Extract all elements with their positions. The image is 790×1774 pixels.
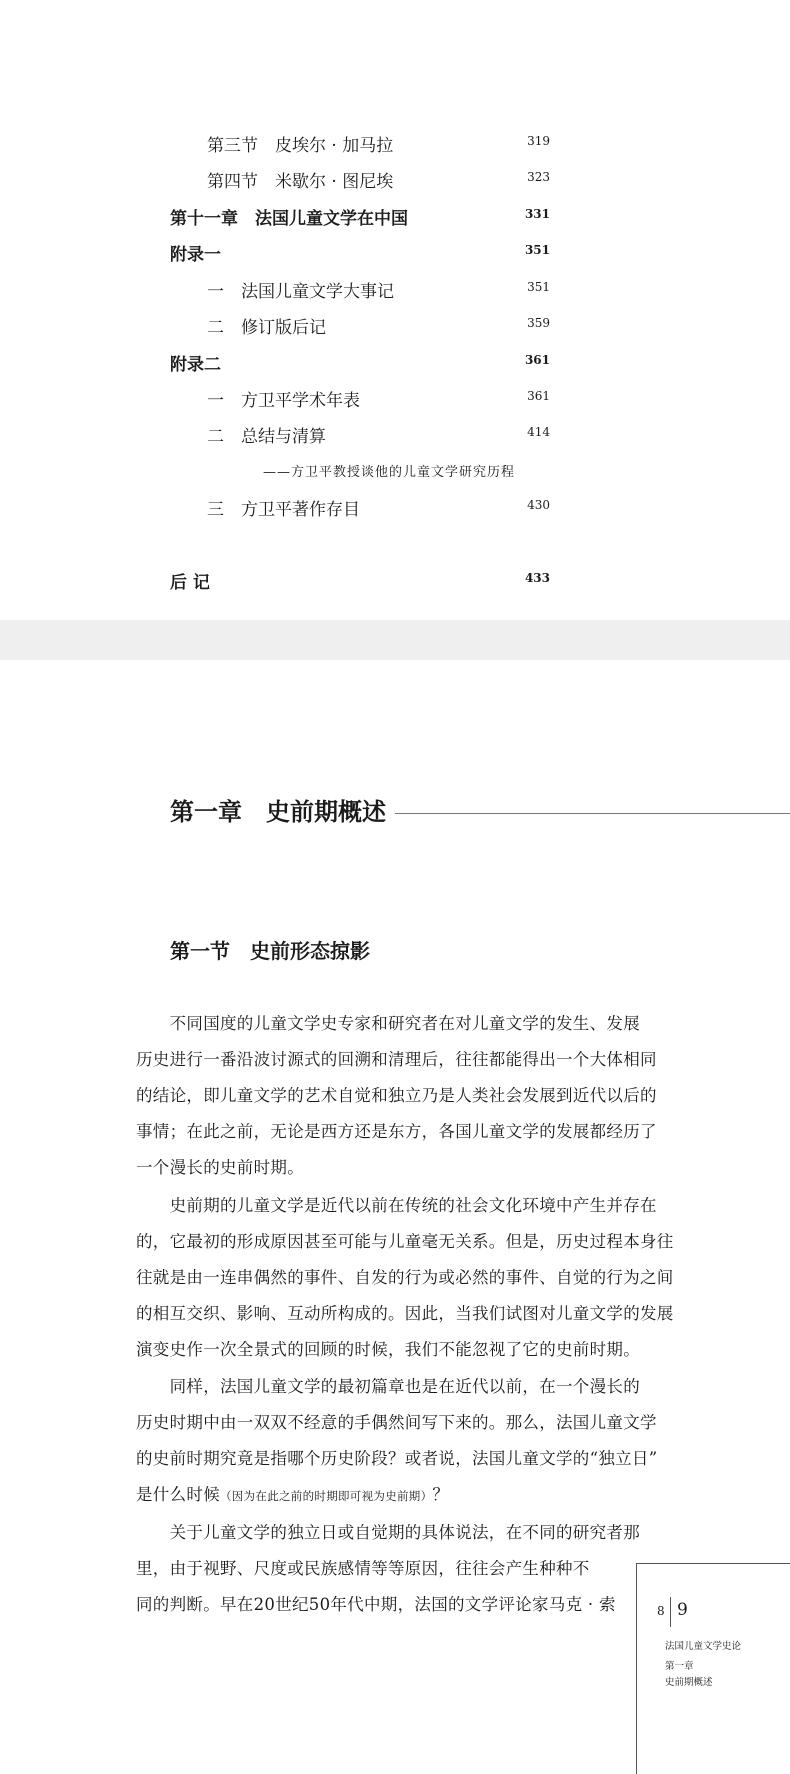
toc-entry-page: 351	[524, 243, 550, 257]
body-line: 史前期的儿童文学是近代以前在传统的社会文化环境中产生并存在	[136, 1196, 657, 1215]
inline-note: （因为在此之前的时期即可视为史前期）	[220, 1489, 433, 1503]
body-line: 同的判断。早在20世纪50年代中期，法国的文学评论家马克 · 索	[136, 1595, 616, 1614]
toc-entry-title: ——方卫平教授谈他的儿童文学研究历程	[263, 465, 516, 480]
toc-entry	[170, 240, 550, 270]
right-page-number: 9	[677, 1600, 688, 1620]
toc-entry-page: 351	[527, 280, 550, 294]
toc-entry-title: 一 法国儿童文学大事记	[207, 282, 394, 302]
body-line: 历史时期中由一双双不经意的手偶然间写下来的。那么，法国儿童文学	[136, 1413, 657, 1432]
body-line: 不同国度的儿童文学史专家和研究者在对儿童文学的发生、发展	[136, 1014, 640, 1033]
toc-entry	[207, 277, 550, 307]
toc-entry	[207, 495, 550, 525]
chapter-page	[0, 660, 790, 1774]
toc-entry-page: 430	[527, 498, 550, 512]
toc-entry	[170, 568, 550, 598]
body-line: 一个漫长的史前时期。	[136, 1158, 304, 1177]
toc-entry-title: 第十一章 法国儿童文学在中国	[170, 209, 408, 229]
toc-entry	[207, 167, 550, 197]
toc-entry-title: 附录二	[170, 355, 221, 375]
page-footer	[636, 1563, 790, 1774]
body-line: 的相互交织、影响、互动所构成的。因此，当我们试图对儿童文学的发展	[136, 1304, 674, 1323]
toc-page	[0, 0, 790, 620]
toc-entry-subtitle	[263, 461, 550, 491]
body-line: 同样，法国儿童文学的最初篇章也是在近代以前，在一个漫长的	[136, 1377, 640, 1396]
toc-entry	[207, 386, 550, 416]
toc-entry-title: 一 方卫平学术年表	[207, 391, 360, 411]
section-title: 第一节 史前形态掠影	[170, 939, 370, 963]
toc-entry-title: 附录一	[170, 245, 221, 265]
body-line: 演变史作一次全景式的回顾的时候，我们不能忽视了它的史前时期。	[136, 1340, 640, 1359]
body-line-text: 是什么时候	[136, 1485, 220, 1504]
toc-entry-page: 323	[527, 170, 550, 184]
running-head-chapter: 第一章	[665, 1661, 694, 1672]
toc-entry-title: 后 记	[170, 573, 210, 593]
toc-entry-page: 319	[527, 134, 550, 148]
toc-entry-page: 361	[524, 353, 550, 367]
toc-entry-title: 第三节 皮埃尔 · 加马拉	[207, 136, 394, 156]
body-line: 历史进行一番沿波讨源式的回溯和清理后，往往都能得出一个大体相同	[136, 1050, 657, 1069]
chapter-title: 第一章 史前期概述	[170, 797, 386, 826]
toc-entry	[207, 131, 550, 161]
toc-entry	[170, 204, 550, 234]
body-line: 往就是由一连串偶然的事件、自发的行为或必然的事件、自觉的行为之间	[136, 1268, 674, 1287]
toc-entry	[207, 422, 550, 452]
toc-entry-page: 433	[524, 571, 550, 585]
left-page-number: 8	[657, 1604, 665, 1618]
body-line: 的史前时期究竟是指哪个历史阶段？或者说，法国儿童文学的“独立日”	[136, 1449, 658, 1468]
running-head-book: 法国儿童文学史论	[665, 1641, 742, 1652]
toc-entry-title: 三 方卫平著作存目	[207, 500, 360, 520]
toc-entry-page: 414	[527, 425, 550, 439]
toc-entry-page: 361	[527, 389, 550, 403]
body-line-tail: ？	[432, 1485, 450, 1504]
body-line: 事情；在此之前，无论是西方还是东方，各国儿童文学的发展都经历了	[136, 1122, 657, 1141]
toc-entry-title: 二 修订版后记	[207, 318, 326, 338]
body-line: 的，它最初的形成原因甚至可能与儿童毫无关系。但是，历史过程本身往	[136, 1232, 674, 1251]
body-line: 的结论，即儿童文学的艺术自觉和独立乃是人类社会发展到近代以后的	[136, 1086, 657, 1105]
body-line-with-note	[136, 1481, 449, 1505]
body-line: 关于儿童文学的独立日或自觉期的具体说法，在不同的研究者那	[136, 1523, 640, 1542]
toc-entry-page: 359	[527, 316, 550, 330]
toc-entry	[207, 313, 550, 343]
body-line: 里，由于视野、尺度或民族感情等等原因，往往会产生种种不	[136, 1559, 590, 1578]
chapter-title-rule	[395, 813, 790, 814]
running-head-chapter-name: 史前期概述	[665, 1677, 713, 1688]
toc-entry-title: 二 总结与清算	[207, 427, 326, 447]
folio-divider	[670, 1597, 671, 1627]
toc-entry-page: 331	[524, 207, 550, 221]
toc-entry	[170, 350, 550, 380]
toc-entry-title: 第四节 米歇尔 · 图尼埃	[207, 172, 394, 192]
